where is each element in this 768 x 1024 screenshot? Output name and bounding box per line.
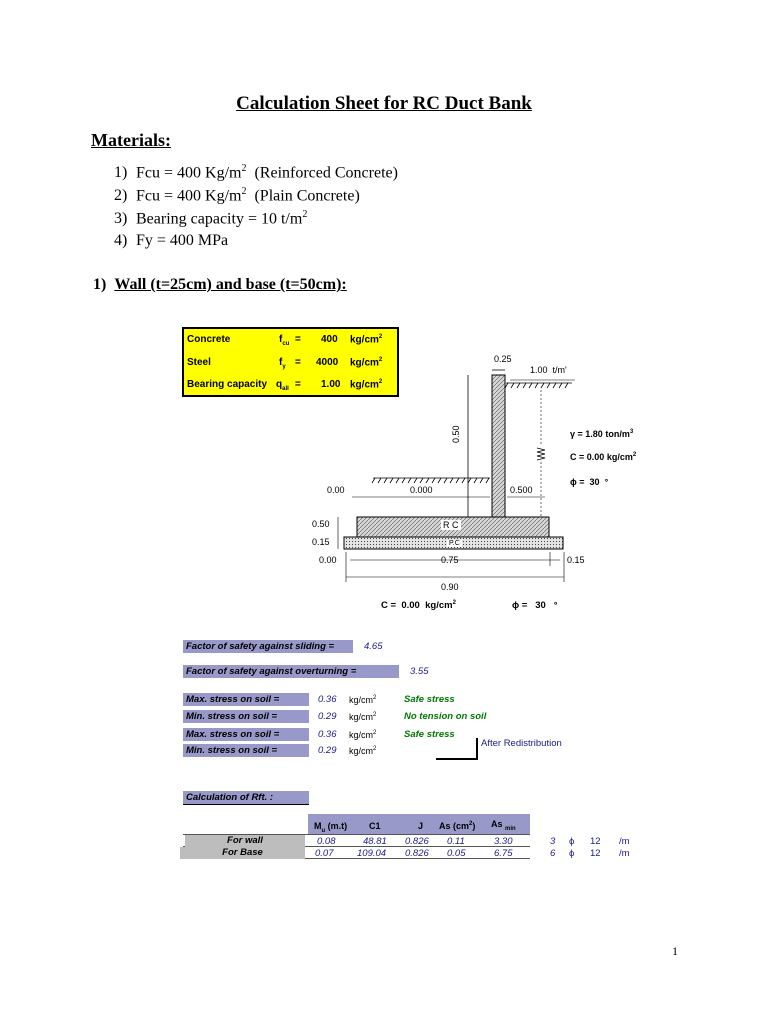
overturning-fs-label: Factor of safety against overturning =: [183, 665, 399, 678]
wall-thickness-label: 0.25: [494, 354, 512, 364]
col-header-mu: $M_u$ (m.t): [314, 821, 348, 834]
wall-height-label: 0.50: [451, 425, 461, 443]
item-number: 4): [114, 232, 128, 249]
property-symbol: $f_{cu}$: [279, 334, 290, 347]
redistribution-bracket: [436, 738, 478, 760]
col-header-as: As $(cm^2)$: [439, 821, 476, 831]
cell-mu: 0.08: [317, 836, 336, 847]
cell-asmin: 3.30: [494, 836, 513, 847]
bottom-level-label: 0.00: [319, 555, 337, 565]
pc-right-label: 0.15: [567, 555, 585, 565]
section-number: 1): [93, 276, 107, 293]
cell-bar-count: 3: [550, 836, 556, 847]
item-tail: (Reinforced Concrete): [246, 164, 398, 182]
item-text: Fcu = 400 Kg/m: [136, 187, 242, 205]
cell-phi: ϕ: [569, 848, 575, 859]
stress-label: Max. stress on soil =: [183, 728, 309, 741]
stress-value: 0.36: [318, 694, 337, 705]
rft-heading-underline: [183, 804, 309, 805]
property-name: Bearing capacity: [187, 379, 268, 390]
item-sup: 2: [302, 209, 308, 220]
stress-note: No tension on soil: [404, 711, 487, 722]
page-title: Calculation Sheet for RC Duct Bank: [236, 93, 532, 114]
item-text: Bearing capacity = 10 t/m: [136, 210, 303, 228]
property-name: Steel: [187, 357, 211, 368]
section-title: Wall (t=25cm) and base (t=50cm):: [114, 276, 347, 293]
cell-diameter: 12: [590, 836, 601, 847]
pc-thickness-label: 0.15: [312, 537, 330, 547]
redistribution-note: After Redistribution: [481, 738, 562, 749]
cell-phi: ϕ: [569, 836, 575, 847]
stress-note: Safe stress: [404, 694, 455, 705]
stress-value: 0.36: [318, 729, 337, 740]
cell-j: 0.826: [405, 836, 429, 847]
toe-width-label: 0.500: [510, 485, 533, 495]
page-number: 1: [672, 944, 678, 958]
cell-c1: 109.04: [357, 848, 387, 859]
cell-as: 0.05: [447, 848, 466, 859]
stress-unit: $kg/cm^2$: [349, 746, 377, 756]
cell-asmin: 6.75: [494, 848, 513, 859]
property-unit: $kg/cm^2$: [350, 357, 383, 369]
total-width-label: 0.90: [441, 582, 459, 592]
stress-unit: $kg/cm^2$: [349, 712, 377, 722]
sliding-fs-value: 4.65: [364, 641, 383, 652]
item-sup: 2: [241, 186, 247, 197]
property-eq: =: [295, 357, 301, 368]
cell-diameter: 12: [590, 848, 601, 859]
stress-note: Safe stress: [404, 729, 455, 740]
surcharge-label: 1.00 t/m': [530, 365, 567, 375]
item-number: 2): [114, 187, 128, 205]
property-unit: $kg/cm^2$: [350, 379, 383, 391]
stress-unit: $kg/cm^2$: [349, 695, 377, 705]
property-value: 400: [321, 334, 338, 345]
item-tail: (Plain Concrete): [246, 187, 360, 205]
stress-label: Min. stress on soil =: [183, 710, 309, 723]
property-eq: =: [295, 334, 301, 345]
stress-label: Max. stress on soil =: [183, 693, 309, 706]
cell-j: 0.826: [405, 848, 429, 859]
cell-as: 0.11: [447, 836, 465, 847]
stress-value: 0.29: [318, 745, 337, 756]
item-text: Fy = 400 MPa: [136, 232, 229, 249]
stress-value: 0.29: [318, 711, 337, 722]
item-sup: 2: [241, 163, 247, 174]
base-width-label: 0.75: [441, 555, 459, 565]
row-name: For wall: [185, 835, 305, 847]
cell-per: /m: [619, 848, 630, 859]
property-name: Concrete: [187, 334, 231, 345]
property-symbol: $q_{all}$: [276, 379, 289, 392]
gamma-label: γ = 1.80 ton/$m^3$: [570, 429, 634, 439]
col-header-j: J: [418, 821, 424, 831]
cell-mu: 0.07: [315, 848, 334, 859]
item-number: 3): [114, 210, 128, 228]
property-value: 4000: [316, 357, 339, 368]
col-header-asmin: As $_{min}$: [491, 819, 516, 832]
row-name: For Base: [180, 847, 305, 859]
item-number: 1): [114, 164, 128, 182]
col-header-c1: C1: [369, 821, 381, 831]
cell-c1: 48.81: [363, 836, 387, 847]
property-symbol: $f_y$: [279, 357, 286, 370]
cohesion-label: C = 0.00 $kg/cm^2$: [570, 452, 637, 462]
overturning-fs-value: 3.55: [410, 666, 429, 677]
cell-per: /m: [619, 836, 630, 847]
base-thickness-label: 0.50: [312, 519, 330, 529]
item-text: Fcu = 400 Kg/m: [136, 164, 242, 182]
property-unit: $kg/cm^2$: [350, 334, 383, 346]
property-eq: =: [295, 379, 301, 390]
rft-heading: Calculation of Rft. :: [183, 791, 309, 804]
ground-hatch-left: [372, 478, 490, 483]
ground-hatch-top: [505, 383, 572, 388]
rc-label: R C: [443, 520, 459, 530]
left-level-label: 0.00: [327, 485, 345, 495]
stress-label: Min. stress on soil =: [183, 744, 309, 757]
wall-stem: [492, 375, 505, 517]
phi-label: ϕ = 30 °: [570, 477, 609, 487]
materials-heading: Materials:: [91, 130, 171, 150]
stress-unit: $kg/cm^2$: [349, 730, 377, 740]
pc-label: P.C: [449, 540, 460, 547]
sliding-fs-label: Factor of safety against sliding =: [183, 640, 353, 653]
property-value: 1.00: [321, 379, 341, 390]
soil-phi-label: ϕ = 30 °: [512, 600, 558, 611]
heel-width-label: 0.000: [410, 485, 433, 495]
soil-cohesion-label: C = 0.00 $kg/cm^2$: [381, 600, 456, 612]
cell-bar-count: 6: [550, 848, 556, 859]
